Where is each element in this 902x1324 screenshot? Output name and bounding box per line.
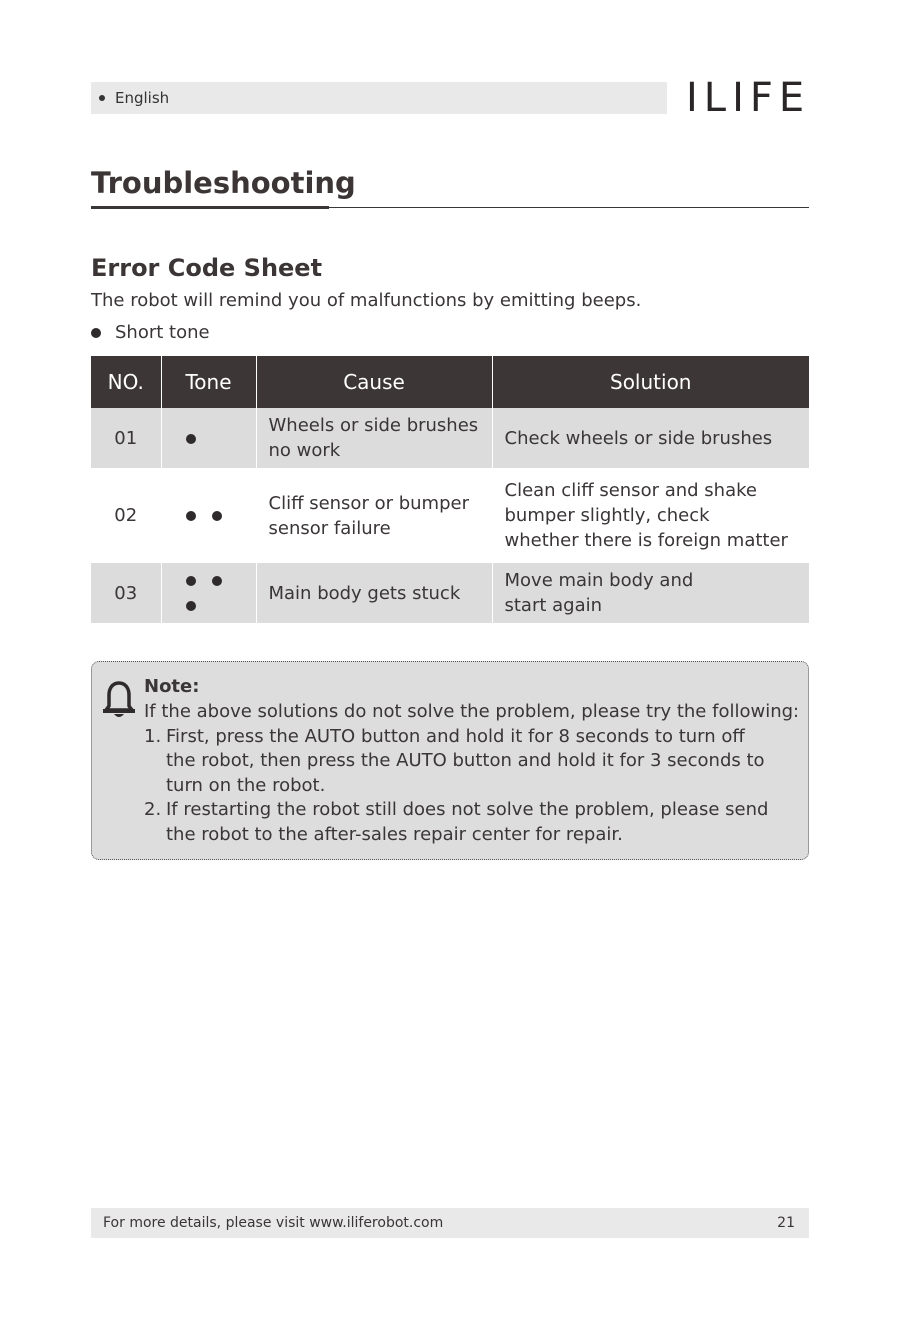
cause-line: no work: [268, 440, 341, 461]
section-title: Error Code Sheet: [91, 254, 323, 282]
cause-line: Main body gets stuck: [268, 582, 461, 604]
cause-cell: [256, 468, 492, 563]
footer-text: For more details, please visit www.iliferobot.com: [103, 1215, 444, 1231]
column-header-solution: Solution: [492, 356, 809, 408]
solution-line: bumper slightly, check: [504, 505, 710, 526]
language-bar: [91, 82, 667, 114]
tone-dots: [161, 563, 256, 623]
title-underline: [91, 206, 329, 209]
cause-cell: [256, 408, 492, 468]
page-title: Troubleshooting: [91, 166, 356, 200]
column-header-tone: Tone: [161, 356, 256, 408]
page-footer: [91, 1208, 809, 1238]
solution-line: Clean cliff sensor and shake: [504, 480, 757, 501]
solution-line: Check wheels or side brushes: [504, 427, 773, 449]
column-header-no: NO.: [91, 356, 161, 408]
error-number: 03: [91, 563, 161, 623]
tone-type: [91, 322, 210, 343]
cause-line: Wheels or side brushes: [268, 415, 479, 436]
cause-line: sensor failure: [268, 517, 391, 539]
note-item: [144, 725, 808, 799]
solution-cell: [492, 468, 809, 563]
solution-line: Move main body and: [504, 570, 694, 591]
brand-logo: ILIFE: [686, 75, 811, 121]
note-item-number: 1.: [144, 725, 162, 747]
note-body: [144, 700, 808, 847]
beep-dot-icon: [186, 601, 196, 611]
beep-dot-icon: [212, 576, 222, 586]
tone-dots: [161, 408, 256, 468]
tone-dots: [161, 468, 256, 563]
bullet-dot-icon: [99, 95, 105, 101]
language-label: English: [115, 89, 170, 107]
error-code-table: [91, 356, 809, 623]
note-item: [144, 798, 808, 847]
table-row: [91, 408, 809, 468]
solution-cell: [492, 408, 809, 468]
page-number: 21: [777, 1215, 795, 1231]
note-item-line: First, press the AUTO button and hold it for 8 seconds to turn off: [166, 725, 745, 747]
beep-dot-icon: [186, 511, 196, 521]
beep-dot-icon: [186, 434, 196, 444]
bell-icon: [102, 680, 136, 720]
note-item-line: turn on the robot.: [166, 774, 326, 796]
bullet-dot-icon: [91, 328, 101, 338]
table-row: [91, 468, 809, 563]
note-item-line: the robot, then press the AUTO button and hold it for 3 seconds to: [166, 750, 765, 771]
cause-cell: [256, 563, 492, 623]
section-intro: The robot will remind you of malfunctions by emitting beeps.: [91, 290, 642, 311]
solution-line: whether there is foreign matter: [504, 530, 788, 551]
table-header-row: [91, 356, 809, 408]
solution-line: start again: [504, 595, 603, 616]
table-row: [91, 563, 809, 623]
cause-line: Cliff sensor or bumper: [268, 492, 469, 514]
tone-type-label: Short tone: [115, 322, 210, 343]
note-box: [91, 661, 809, 860]
beep-dot-icon: [186, 576, 196, 586]
note-intro: If the above solutions do not solve the problem, please try the following:: [144, 701, 800, 722]
beep-dot-icon: [212, 511, 222, 521]
column-header-cause: Cause: [256, 356, 492, 408]
note-item-number: 2.: [144, 799, 162, 820]
note-title: Note:: [144, 676, 200, 697]
error-number: 02: [114, 505, 138, 526]
error-number: 01: [91, 408, 161, 468]
note-item-line: the robot to the after-sales repair center for repair.: [166, 823, 623, 845]
note-item-line: If restarting the robot still does not solve the problem, please send: [166, 799, 769, 820]
solution-cell: [492, 563, 809, 623]
